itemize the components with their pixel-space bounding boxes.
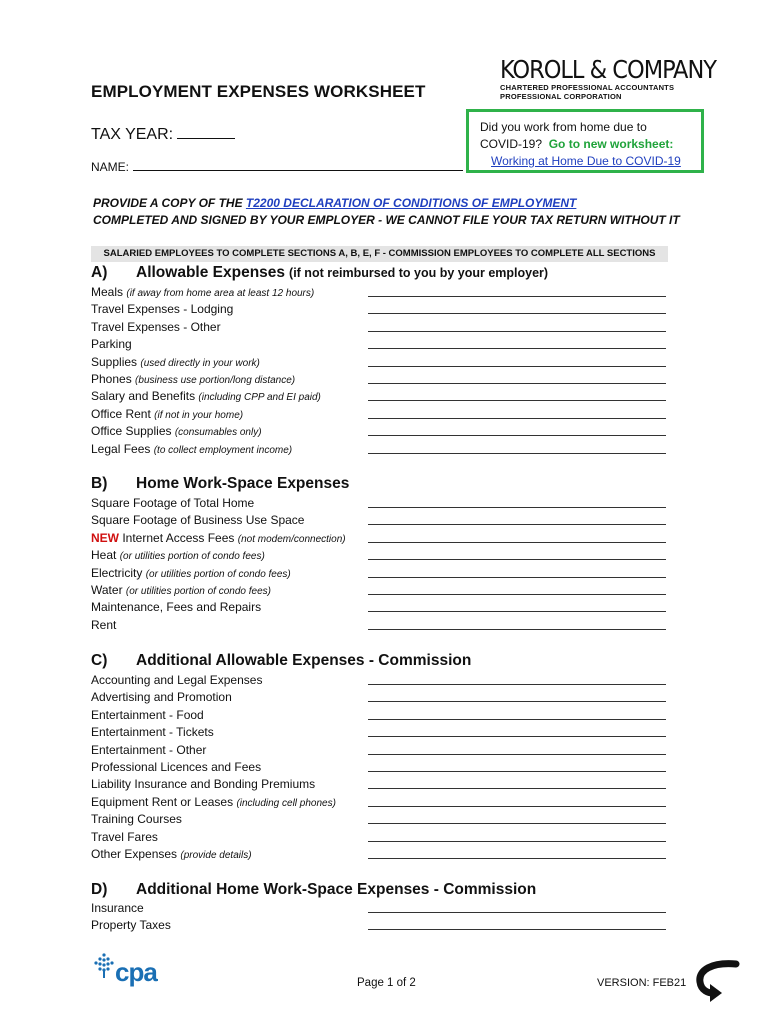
amount-blank[interactable] <box>368 559 666 560</box>
expense-label: Entertainment - Other <box>91 742 207 757</box>
expense-row <box>91 495 671 512</box>
expense-note: (if not in your home) <box>154 409 244 421</box>
expense-row <box>91 794 671 811</box>
section-a-title: Allowable Expenses <box>136 264 286 281</box>
expense-label: Electricity <box>91 565 143 580</box>
expense-label: Entertainment - Food <box>91 707 204 722</box>
t2200-notice <box>93 195 680 229</box>
amount-blank[interactable] <box>368 507 666 508</box>
amount-blank[interactable] <box>368 383 666 384</box>
section-d-rows <box>91 900 671 935</box>
expense-label: Rent <box>91 617 117 632</box>
expense-row <box>91 319 671 336</box>
page-title: EMPLOYMENT EXPENSES WORKSHEET <box>91 82 426 101</box>
expense-row <box>91 423 671 440</box>
expense-row <box>91 336 671 353</box>
covid-worksheet-link[interactable]: Working at Home Due to COVID-19 <box>491 154 681 168</box>
expense-label: Travel Fares <box>91 829 158 844</box>
firm-logo-line1: CHARTERED PROFESSIONAL ACCOUNTANTS <box>500 83 675 92</box>
amount-blank[interactable] <box>368 453 666 454</box>
section-a-heading <box>91 264 548 282</box>
expense-label: Property Taxes <box>91 918 171 933</box>
expense-label: Meals <box>91 285 124 299</box>
notice-prefix: PROVIDE A COPY OF THE <box>93 196 246 210</box>
expense-row <box>91 565 671 582</box>
section-c-letter: C) <box>91 652 108 669</box>
section-b-heading <box>91 475 349 493</box>
amount-blank[interactable] <box>368 400 666 401</box>
tax-year-blank[interactable] <box>177 124 235 139</box>
expense-note: (used directly in your work) <box>140 357 260 369</box>
covid-cta: Go to new worksheet: <box>548 137 674 151</box>
expense-row <box>91 776 671 793</box>
expense-row <box>91 724 671 741</box>
section-d-heading <box>91 881 536 899</box>
tax-year-field[interactable] <box>91 124 235 144</box>
expense-row <box>91 846 671 863</box>
covid-question-line1: Did you work from home due to <box>480 120 647 134</box>
amount-blank[interactable] <box>368 701 666 702</box>
section-d-letter: D) <box>91 881 108 898</box>
section-b-rows <box>91 495 671 634</box>
amount-blank[interactable] <box>368 418 666 419</box>
amount-blank[interactable] <box>368 736 666 737</box>
expense-label: Advertising and Promotion <box>91 690 232 705</box>
expense-label: Professional Licences and Fees <box>91 759 262 774</box>
amount-blank[interactable] <box>368 435 666 436</box>
expense-row <box>91 759 671 776</box>
tax-year-label: TAX YEAR: <box>91 126 174 143</box>
expense-row <box>91 900 671 917</box>
expense-row <box>91 284 671 301</box>
amount-blank[interactable] <box>368 366 666 367</box>
expense-note: (including cell phones) <box>236 797 336 809</box>
expense-label: Travel Expenses - Other <box>91 319 221 334</box>
amount-blank[interactable] <box>368 611 666 612</box>
expense-row <box>91 530 671 547</box>
expense-label: Water <box>91 582 123 597</box>
amount-blank[interactable] <box>368 929 666 930</box>
expense-row <box>91 371 671 388</box>
expense-label: Equipment Rent or Leases <box>91 794 234 809</box>
amount-blank[interactable] <box>368 594 666 595</box>
expense-note: (or utilities portion of condo fees) <box>119 551 265 563</box>
expense-row <box>91 388 671 405</box>
expense-label: Insurance <box>91 901 144 915</box>
expense-note: (or utilities portion of condo fees) <box>145 568 291 580</box>
expense-row <box>91 512 671 529</box>
instructions-banner: SALARIED EMPLOYEES TO COMPLETE SECTIONS A, B, E, F - COMMISSION EMPLOYEES TO COMPLETE ALL SECTIONS <box>91 246 668 262</box>
amount-blank[interactable] <box>368 524 666 525</box>
expense-note: (or utilities portion of condo fees) <box>125 585 271 597</box>
version-label: VERSION: FEB21 <box>597 977 687 989</box>
expense-label: Office Rent <box>91 406 151 421</box>
expense-label: Parking <box>91 337 132 352</box>
amount-blank[interactable] <box>368 684 666 685</box>
amount-blank[interactable] <box>368 331 666 332</box>
name-blank[interactable] <box>133 160 463 171</box>
expense-row <box>91 354 671 371</box>
amount-blank[interactable] <box>368 823 666 824</box>
expense-label: Travel Expenses - Lodging <box>91 302 234 317</box>
amount-blank[interactable] <box>368 788 666 789</box>
expense-label: Salary and Benefits <box>91 389 196 404</box>
amount-blank[interactable] <box>368 841 666 842</box>
covid-notice-box <box>466 109 704 173</box>
expense-row <box>91 617 671 634</box>
expense-row <box>91 917 671 934</box>
expense-row <box>91 742 671 759</box>
section-a-letter: A) <box>91 264 108 281</box>
expense-label: Other Expenses <box>91 846 178 861</box>
amount-blank[interactable] <box>368 719 666 720</box>
notice-line2: COMPLETED AND SIGNED BY YOUR EMPLOYER - WE CANNOT FILE YOUR TAX RETURN WITHOUT IT <box>93 213 680 227</box>
amount-blank[interactable] <box>368 912 666 913</box>
name-label: NAME: <box>91 160 130 174</box>
section-c-heading <box>91 652 471 670</box>
expense-label: Square Footage of Total Home <box>91 496 255 510</box>
section-b-letter: B) <box>91 475 108 492</box>
covid-question-line2: COVID-19? <box>480 137 543 151</box>
section-a-rows <box>91 284 671 458</box>
expense-row <box>91 707 671 724</box>
name-field[interactable] <box>91 160 463 174</box>
expense-note: (consumables only) <box>174 427 262 439</box>
expense-note: (if away from home area at least 12 hours) <box>126 288 315 299</box>
new-badge: NEW <box>91 530 119 545</box>
expense-row <box>91 829 671 846</box>
amount-blank[interactable] <box>368 771 666 772</box>
expense-row <box>91 406 671 423</box>
t2200-link[interactable]: T2200 DECLARATION OF CONDITIONS OF EMPLOYMENT <box>245 196 577 210</box>
amount-blank[interactable] <box>368 806 666 807</box>
section-b-title: Home Work-Space Expenses <box>136 475 350 492</box>
expense-label: Maintenance, Fees and Repairs <box>91 600 262 615</box>
expense-note: (business use portion/long distance) <box>135 374 296 386</box>
expense-row <box>91 582 671 599</box>
section-d-title: Additional Home Work-Space Expenses - Commission <box>136 881 537 898</box>
cpa-logo: cpa <box>115 957 157 987</box>
expense-label: Phones <box>91 371 132 386</box>
expense-row <box>91 547 671 564</box>
expense-row <box>91 672 671 689</box>
expense-note: (provide details) <box>180 849 252 861</box>
expense-row <box>91 689 671 706</box>
expense-row <box>91 599 671 616</box>
section-c-title: Additional Allowable Expenses - Commission <box>136 652 472 669</box>
amount-blank[interactable] <box>368 313 666 314</box>
expense-note: (not modem/connection) <box>237 533 346 545</box>
expense-row <box>91 441 671 458</box>
section-a-note: (if not reimbursed to you by your employer) <box>289 266 549 280</box>
expense-label: Legal Fees <box>91 441 151 456</box>
expense-label: Heat <box>91 548 117 563</box>
amount-blank[interactable] <box>368 296 666 297</box>
amount-blank[interactable] <box>368 858 666 859</box>
firm-logo: KOROLL & COMPANY <box>500 55 716 84</box>
firm-logo-line2: PROFESSIONAL CORPORATION <box>500 92 622 101</box>
expense-label: Supplies <box>91 354 138 369</box>
expense-label: Internet Access Fees <box>122 530 235 545</box>
page-number: Page 1 of 2 <box>357 977 416 989</box>
amount-blank[interactable] <box>368 754 666 755</box>
expense-label: Office Supplies <box>91 424 172 439</box>
next-page-arrow-icon[interactable] <box>692 960 740 1004</box>
amount-blank[interactable] <box>368 577 666 578</box>
expense-label: Square Footage of Business Use Space <box>91 513 305 528</box>
expense-label: Liability Insurance and Bonding Premiums <box>91 777 316 792</box>
amount-blank[interactable] <box>368 542 666 543</box>
amount-blank[interactable] <box>368 348 666 349</box>
expense-note: (including CPP and EI paid) <box>198 392 321 404</box>
expense-row <box>91 301 671 318</box>
expense-label: Training Courses <box>91 812 182 827</box>
section-c-rows <box>91 672 671 863</box>
amount-blank[interactable] <box>368 629 666 630</box>
expense-note: (to collect employment income) <box>153 444 293 456</box>
expense-label: Entertainment - Tickets <box>91 725 214 740</box>
expense-label: Accounting and Legal Expenses <box>91 673 263 687</box>
expense-row <box>91 811 671 828</box>
cpa-maple-leaf-icon <box>92 952 116 980</box>
